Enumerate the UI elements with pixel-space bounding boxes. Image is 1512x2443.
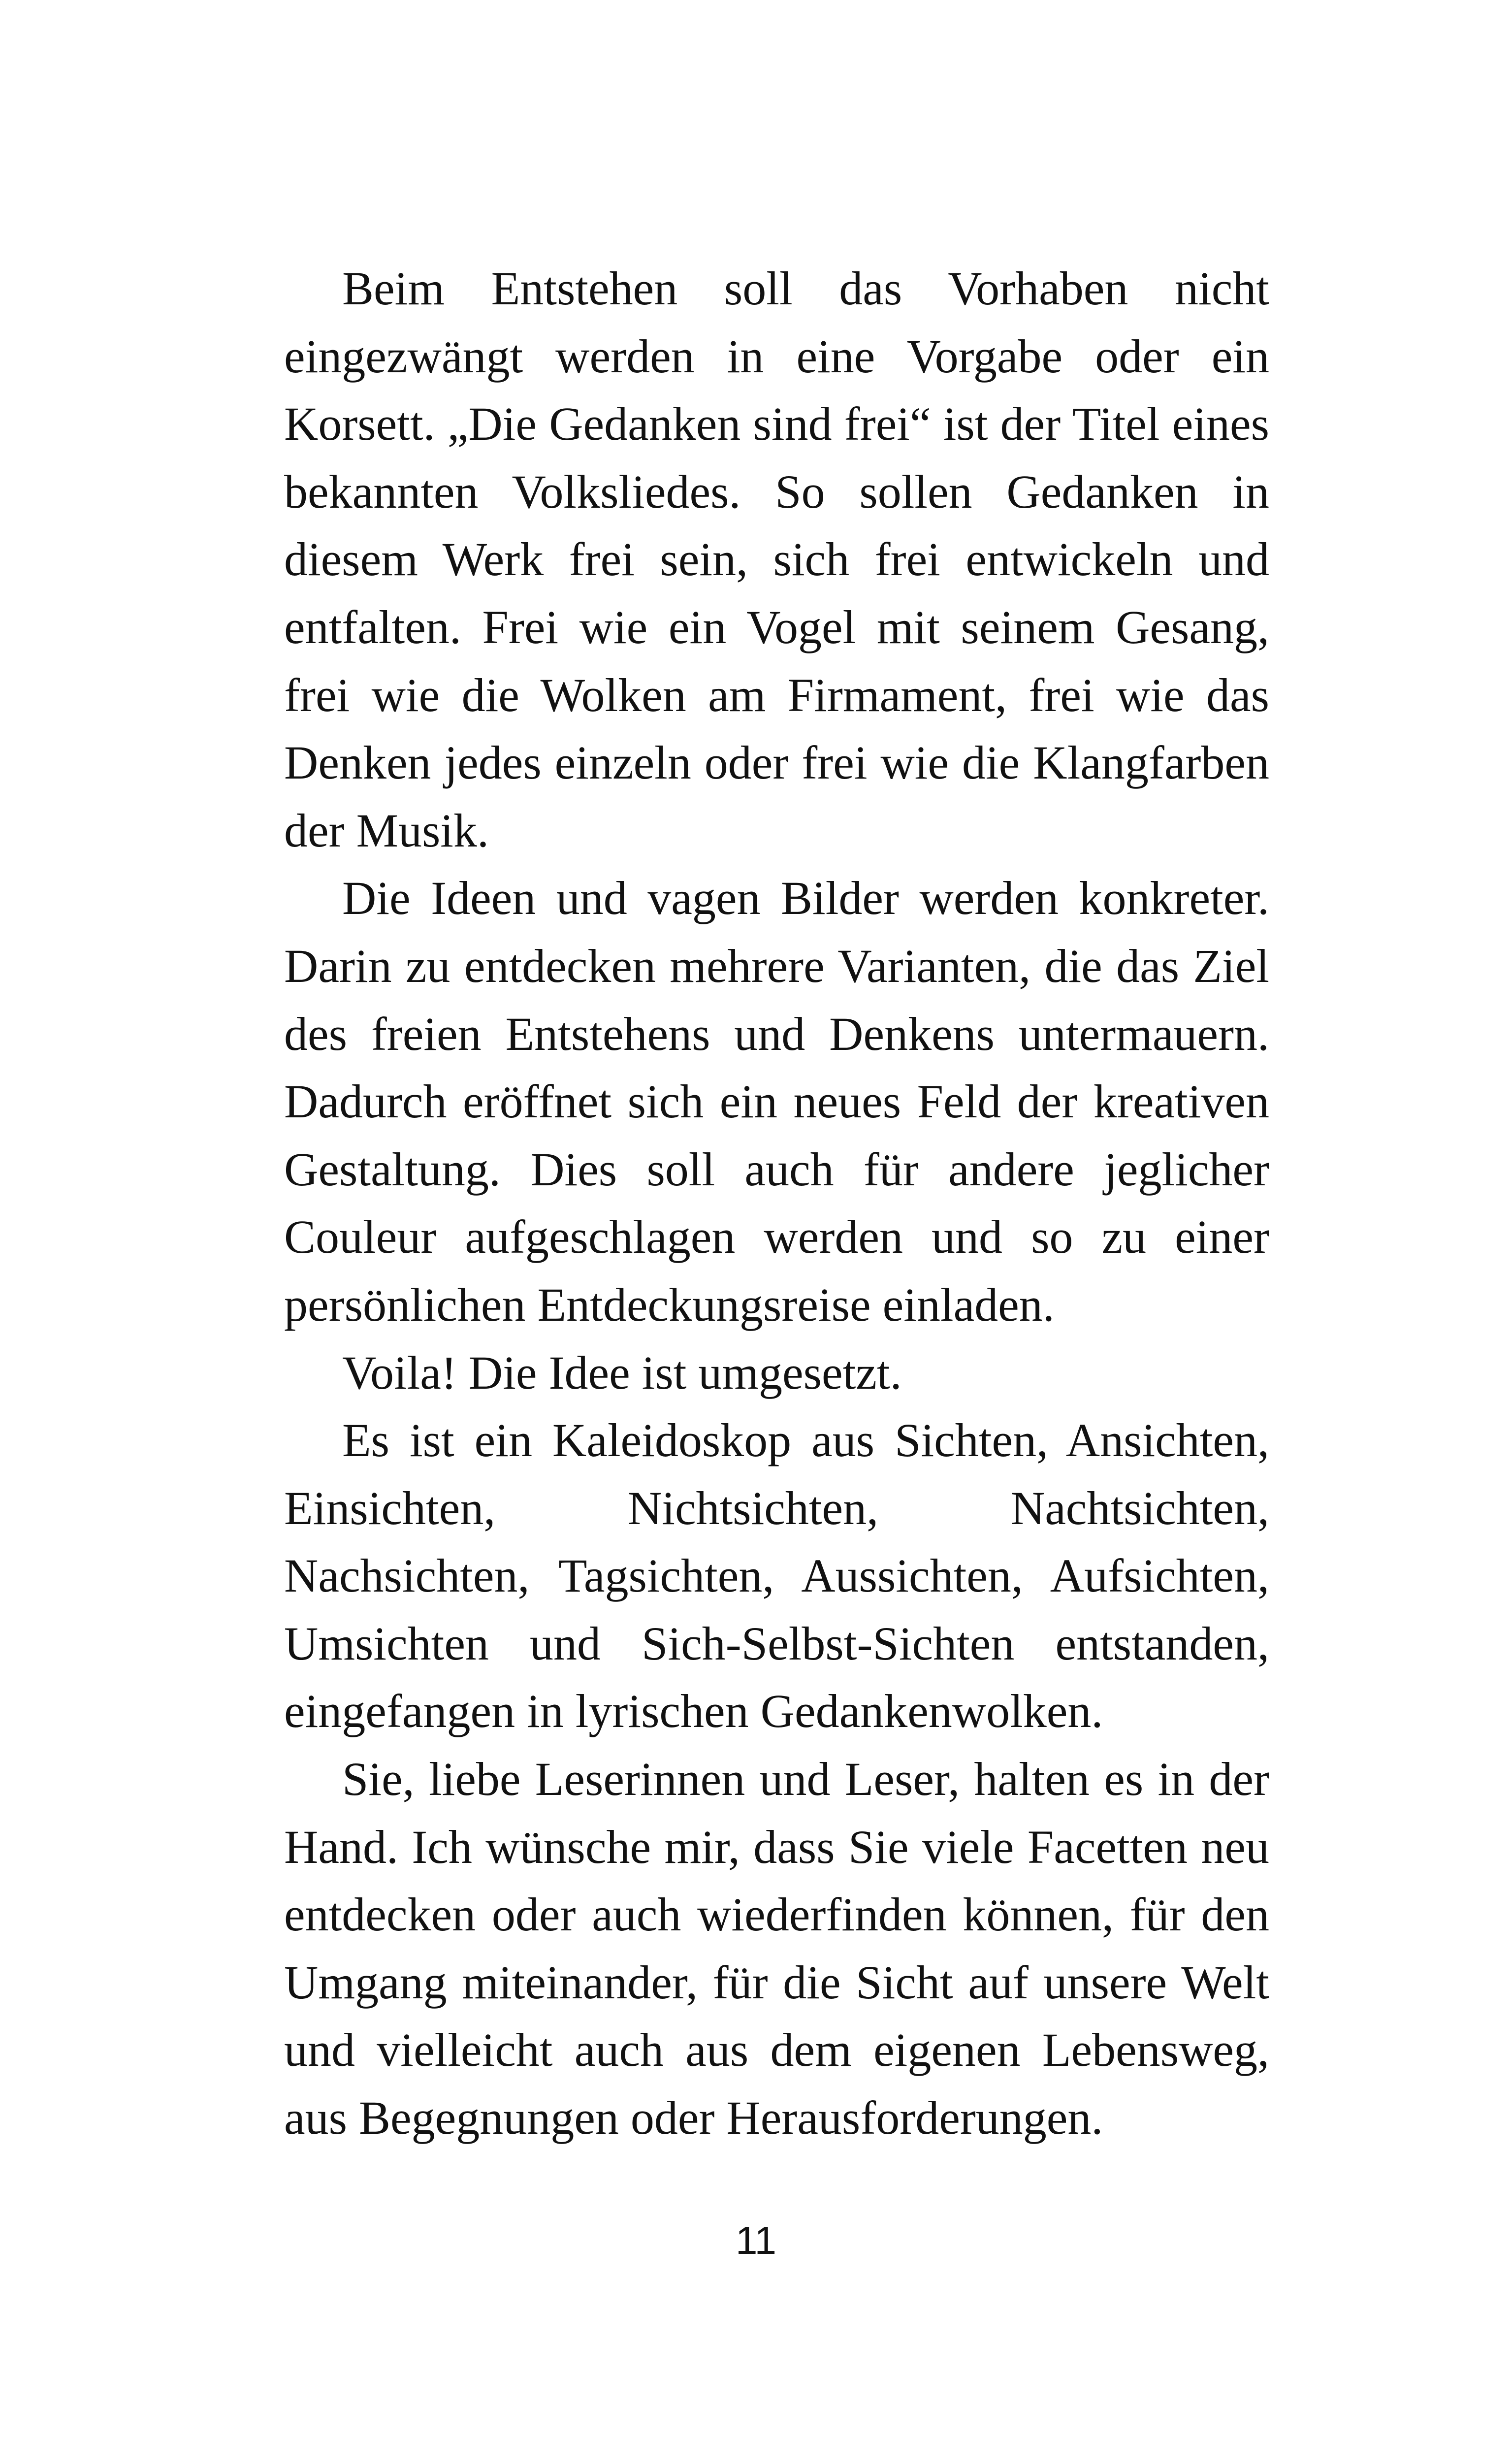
paragraph: Sie, liebe Leserinnen und Leser, halten es in der Hand. Ich wünsche mir, dass Sie viele Facetten neu entdecken oder auch wiederfinden können, für den Umgang miteinander, für die Sicht auf unsere Welt und vielleicht auch aus dem eigenen Lebensweg, aus Begegnungen oder Herausforderungen. [284,1753,1269,2145]
paragraph: Voila! Die Idee ist umgesetzt. [342,1346,902,1399]
page-number: 11 [735,2218,777,2262]
body-text [284,255,1269,2152]
paragraph: Beim Entstehen soll das Vorhaben nicht eingezwängt werden in eine Vorgabe oder ein Korsett. „Die Gedanken sind frei“ ist der Titel eines bekannten Volksliedes. So sollen Gedanken in diesem Werk frei sein, sich frei entwickeln und entfalten. Frei wie ein Vogel mit seinem Gesang, frei wie die Wolken am Firmament, frei wie das Denken jedes einzeln oder frei wie die Klangfarben der Musik. [284,262,1269,857]
paragraph: Die Ideen und vagen Bilder werden konkreter. Darin zu entdecken mehrere Varianten, die das Ziel des freien Entstehens und Denkens untermauern. Dadurch eröffnet sich ein neues Feld der kreativen Gestaltung. Dies soll auch für andere jeglicher Couleur aufgeschlagen werden und so zu einer persönlichen Entdeckungsreise einladen. [284,872,1269,1331]
paragraph: Es ist ein Kaleidoskop aus Sichten, Ansichten, Einsichten, Nichtsichten, Nachtsichten, Nachsichten, Tagsichten, Aussichten, Aufsichten, Umsichten und Sich-Selbst-Sichten entstanden, eingefangen in lyrischen Gedankenwolken. [284,1414,1269,1738]
